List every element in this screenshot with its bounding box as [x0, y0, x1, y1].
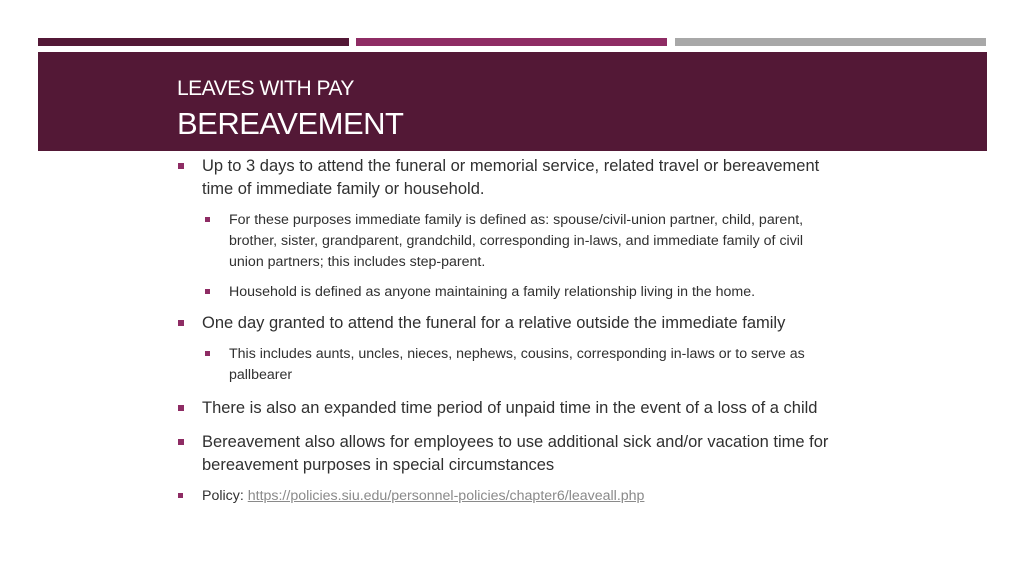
bullet-text: Up to 3 days to attend the funeral or memorial service, related travel or bereavement time of immediate family or household. [202, 157, 820, 198]
bullet-square-icon [205, 351, 210, 356]
bullet-item [176, 397, 836, 420]
bullet-square-icon [178, 163, 184, 169]
bullet-square-icon [178, 405, 184, 411]
sub-bullet-text: For these purposes immediate family is defined as: spouse/civil-union partner, child, parent, brother, sister, grandparent, grandchild, corresponding in-laws, and immediate family of civil union partners; this includes step-parent. [229, 212, 804, 270]
title-band [38, 52, 987, 151]
bullet-item [176, 431, 836, 477]
bullet-list [176, 155, 836, 507]
policy-item [176, 486, 836, 507]
bullet-text: One day granted to attend the funeral for a relative outside the immediate family [202, 314, 786, 332]
sub-bullet-item [203, 344, 836, 386]
bullet-square-icon [178, 439, 184, 445]
bullet-square-icon [205, 217, 210, 222]
bullet-text: There is also an expanded time period of unpaid time in the event of a loss of a child [202, 399, 818, 417]
bullet-item [176, 155, 836, 201]
policy-label: Policy: [202, 488, 248, 504]
bullet-square-icon [178, 493, 183, 498]
sub-bullet-item [203, 282, 836, 303]
bullet-item [176, 312, 836, 335]
accent-bar-gray [675, 38, 986, 46]
bullet-square-icon [178, 320, 184, 326]
sub-bullet-text: Household is defined as anyone maintaining a family relationship living in the home. [229, 284, 756, 300]
accent-bar-dark [38, 38, 349, 46]
sub-bullet-text: This includes aunts, uncles, nieces, nephews, cousins, corresponding in-laws or to serve as pallbearer [229, 346, 805, 383]
policy-link[interactable]: https://policies.siu.edu/personnel-policies/chapter6/leaveall.php [247, 488, 645, 504]
slide-subtitle: LEAVES WITH PAY [177, 77, 354, 100]
sub-bullet-item [203, 210, 836, 273]
slide-title: BEREAVEMENT [177, 106, 404, 141]
bullet-square-icon [205, 289, 210, 294]
bullet-text: Bereavement also allows for employees to use additional sick and/or vacation time for bereavement purposes in special circumstances [202, 433, 829, 474]
accent-bar-mid [356, 38, 667, 46]
